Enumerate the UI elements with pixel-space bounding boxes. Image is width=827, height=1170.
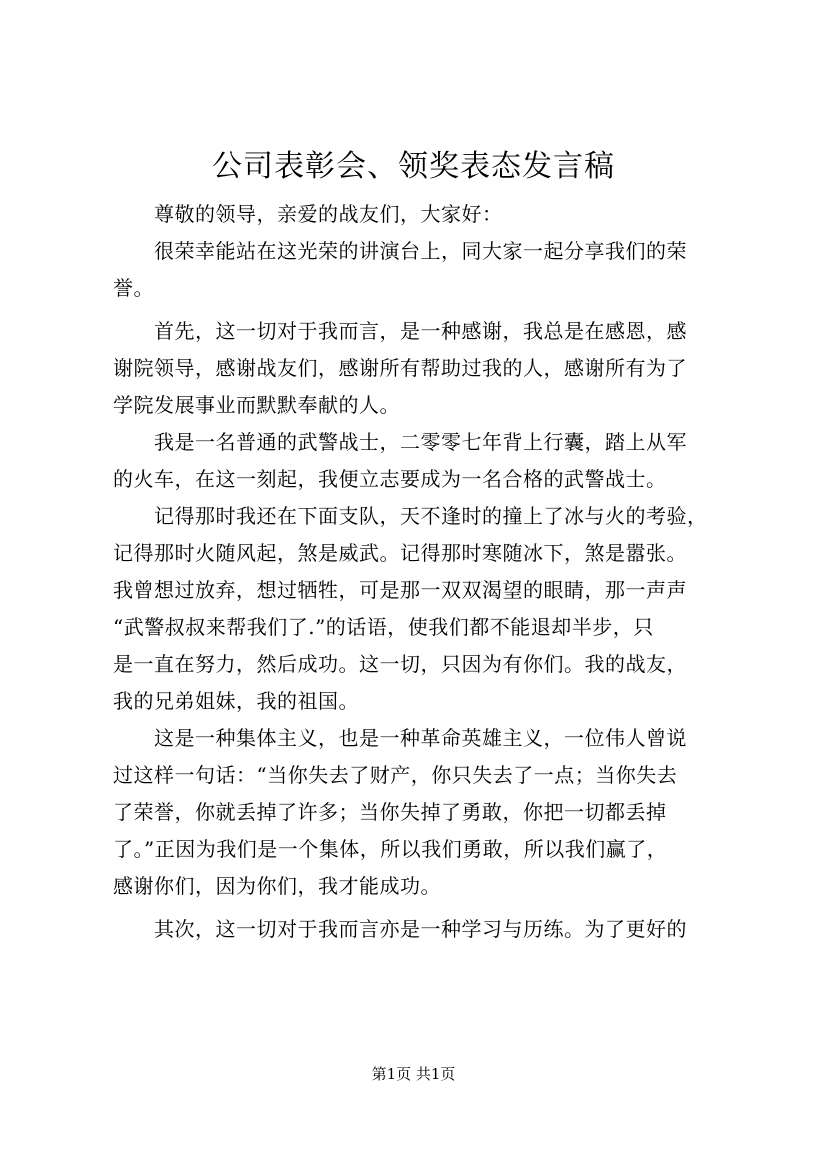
paragraph [113, 233, 741, 307]
document-title: 公司表彰会、领奖表态发言稿 [212, 149, 615, 184]
paragraph [113, 424, 741, 498]
text-line: 我曾想过放弃，想过牺牲，可是那一双双渴望的眼睛，那一声声 [113, 578, 687, 602]
text-line: 感谢你们，因为你们，我才能成功。 [113, 874, 441, 898]
document-body [113, 196, 741, 948]
paragraph [113, 498, 741, 720]
text-line: 记得那时我还在下面支队，天不逢时的撞上了冰与火的考验， [154, 504, 708, 528]
paragraph [113, 196, 741, 233]
text-line: “武警叔叔来帮我们了.”的话语，使我们都不能退却半步，只 [113, 615, 654, 639]
text-line: 很荣幸能站在这光荣的讲演台上，同大家一起分享我们的荣 [154, 239, 687, 263]
text-line: 记得那时火随风起，煞是威武。记得那时寒随冰下，煞是嚣张。 [113, 541, 687, 565]
text-line: 我是一名普通的武警战士，二零零七年背上行囊，踏上从军 [154, 430, 687, 454]
text-line: 首先，这一切对于我而言，是一种感谢，我总是在感恩，感 [154, 319, 687, 343]
text-line: 了荣誉，你就丢掉了许多；当你失掉了勇敢，你把一切都丢掉 [113, 800, 667, 824]
text-line: 的火车，在这一刻起，我便立志要成为一名合格的武警战士。 [113, 467, 667, 491]
text-line: 我的兄弟姐妹，我的祖国。 [113, 689, 359, 713]
text-line: 这是一种集体主义，也是一种革命英雄主义，一位伟人曾说 [154, 726, 687, 750]
text-line: 尊敬的领导，亲爱的战友们，大家好： [154, 202, 503, 226]
paragraph [113, 313, 741, 424]
text-line: 谢院领导，感谢战友们，感谢所有帮助过我的人，感谢所有为了 [113, 356, 687, 380]
text-line: 学院发展事业而默默奉献的人。 [113, 393, 400, 417]
text-line: 过这样一句话：“当你失去了财产，你只失去了一点；当你失去 [113, 763, 678, 787]
paragraph [113, 720, 741, 905]
text-line: 其次，这一切对于我而言亦是一种学习与历练。为了更好的 [154, 917, 687, 941]
text-line: 誉。 [113, 276, 154, 300]
text-line: 了。”正因为我们是一个集体，所以我们勇敢，所以我们赢了， [113, 837, 668, 861]
paragraph [113, 911, 741, 948]
text-line: 是一直在努力，然后成功。这一切，只因为有你们。我的战友， [113, 652, 687, 676]
page-footer: 第1页 共1页 [371, 1065, 456, 1083]
